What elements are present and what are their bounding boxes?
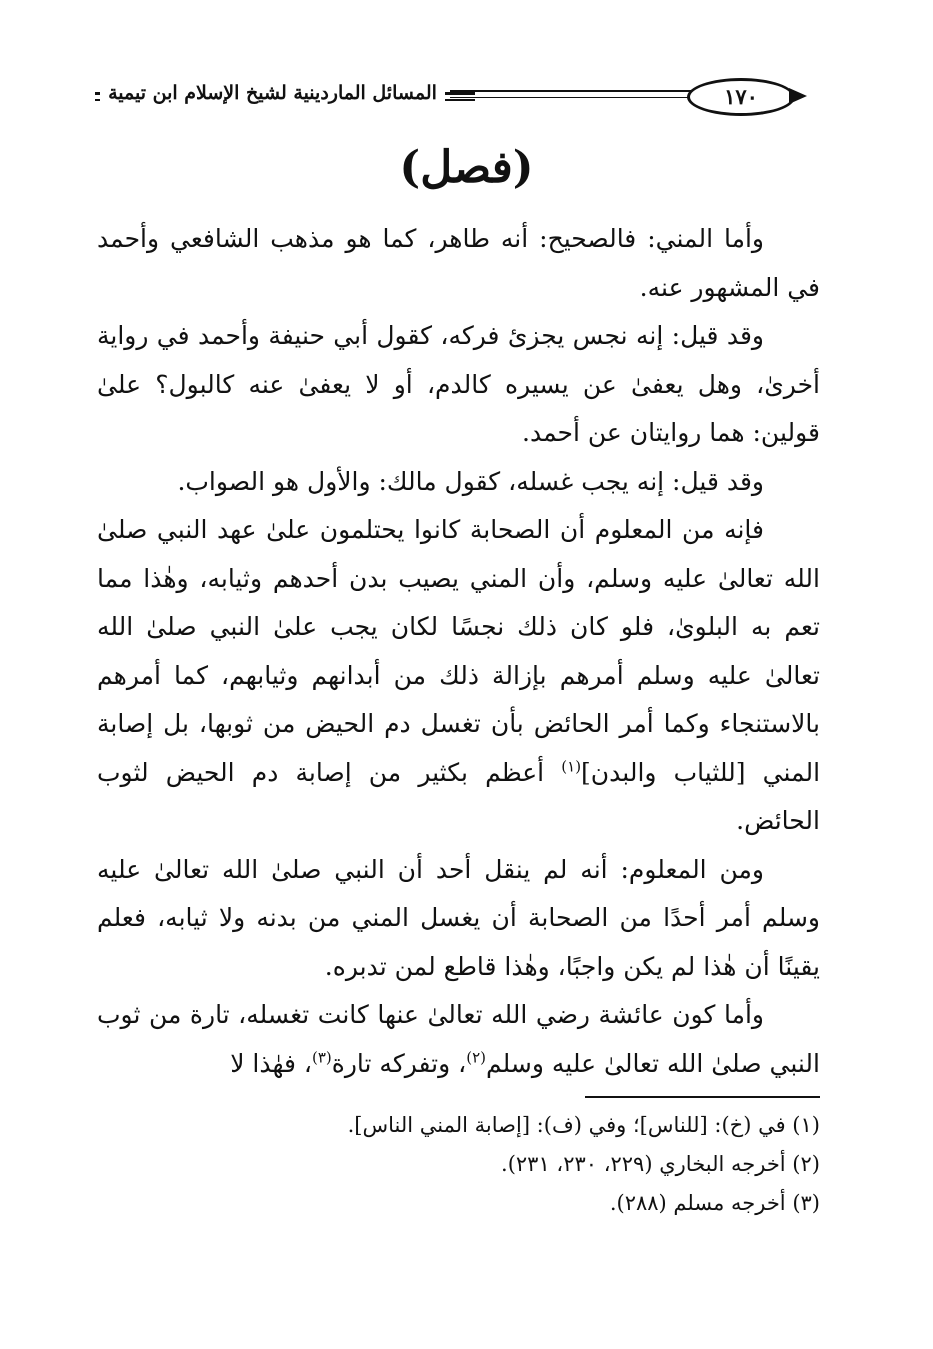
footnote: (٣) أخرجه مسلم (٢٨٨). [609,1191,820,1215]
paragraph: وقد قيل: إنه نجس يجزئ فركه، كقول أبي حنيفة وأحمد في رواية أخرىٰ، وهل يعفىٰ عن يسيره كالدم، أو لا يعفىٰ عنه كالبول؟ علىٰ قولين: هما روايتان عن أحمد. [97,321,820,447]
footnote: (١) في (خ): [للناس]؛ وفي (ف): [إصابة المني الناس]. [347,1113,820,1137]
footnote: (٢) أخرجه البخاري (٢٢٩، ٢٣٠، ٢٣١). [501,1152,820,1176]
paragraph-text: وأما كون عائشة رضي الله تعالىٰ عنها كانت تغسله، تارة من ثوب النبي صلىٰ الله تعالىٰ عليه وسلم [97,1000,820,1078]
paragraph [97,991,820,1088]
running-title: المسائل الماردينية لشيخ الإسلام ابن تيمية [95,78,450,108]
paragraph-text: ، فهٰذا لا [230,1048,312,1078]
page-number-ornament [789,88,807,104]
footnote-divider [585,1096,820,1098]
page-number: ١٧٠ [687,78,795,116]
footnote-ref: (١) [561,757,582,776]
body-text [97,215,820,1088]
paragraph-text: ، وتفركه تارة [331,1048,467,1078]
footnote-ref: (٢) [466,1048,487,1067]
paragraph [97,506,820,846]
paragraph: وقد قيل: إنه يجب غسله، كقول مالك: والأول هو الصواب. [177,466,764,496]
paragraph: ومن المعلوم: أنه لم ينقل أحد أن النبي صلىٰ الله تعالىٰ عليه وسلم أمر أحدًا من الصحابة أن يغسل المني من بدنه ولا ثيابه، فعلم يقينًا أن هٰذا لم يكن واجبًا، وهٰذا قاطع لمن تدبره. [97,854,820,981]
paragraph-text: أعظم بكثير من إصابة دم الحيض لثوب الحائض. [97,757,820,835]
paragraph: وأما المني: فالصحيح: أنه طاهر، كما هو مذهب الشافعي وأحمد في المشهور عنه. [97,224,820,302]
footnote-ref: (٣) [311,1048,332,1067]
paragraph-text: فإنه من المعلوم أن الصحابة كانوا يحتلمون علىٰ عهد النبي صلىٰ الله تعالىٰ عليه وسلم، وأن المني يصيب بدن أحدهم وثيابه، وهٰذا مما تعم به البلوىٰ، فلو كان ذلك نجسًا لكان يجب علىٰ النبي صلىٰ الله تعالىٰ عليه وسلم أمرهم بإزالة ذلك من أبدانهم وثيابهم، كما أمرهم بالاستنجاء وكما أمر الحائض بأن تغسل دم الحيض من ثوبها، بل إصابة المني [للثياب والبدن] [97,515,821,787]
section-heading: (فصل) [399,142,534,193]
running-header [95,78,820,118]
footnotes [97,1106,820,1223]
